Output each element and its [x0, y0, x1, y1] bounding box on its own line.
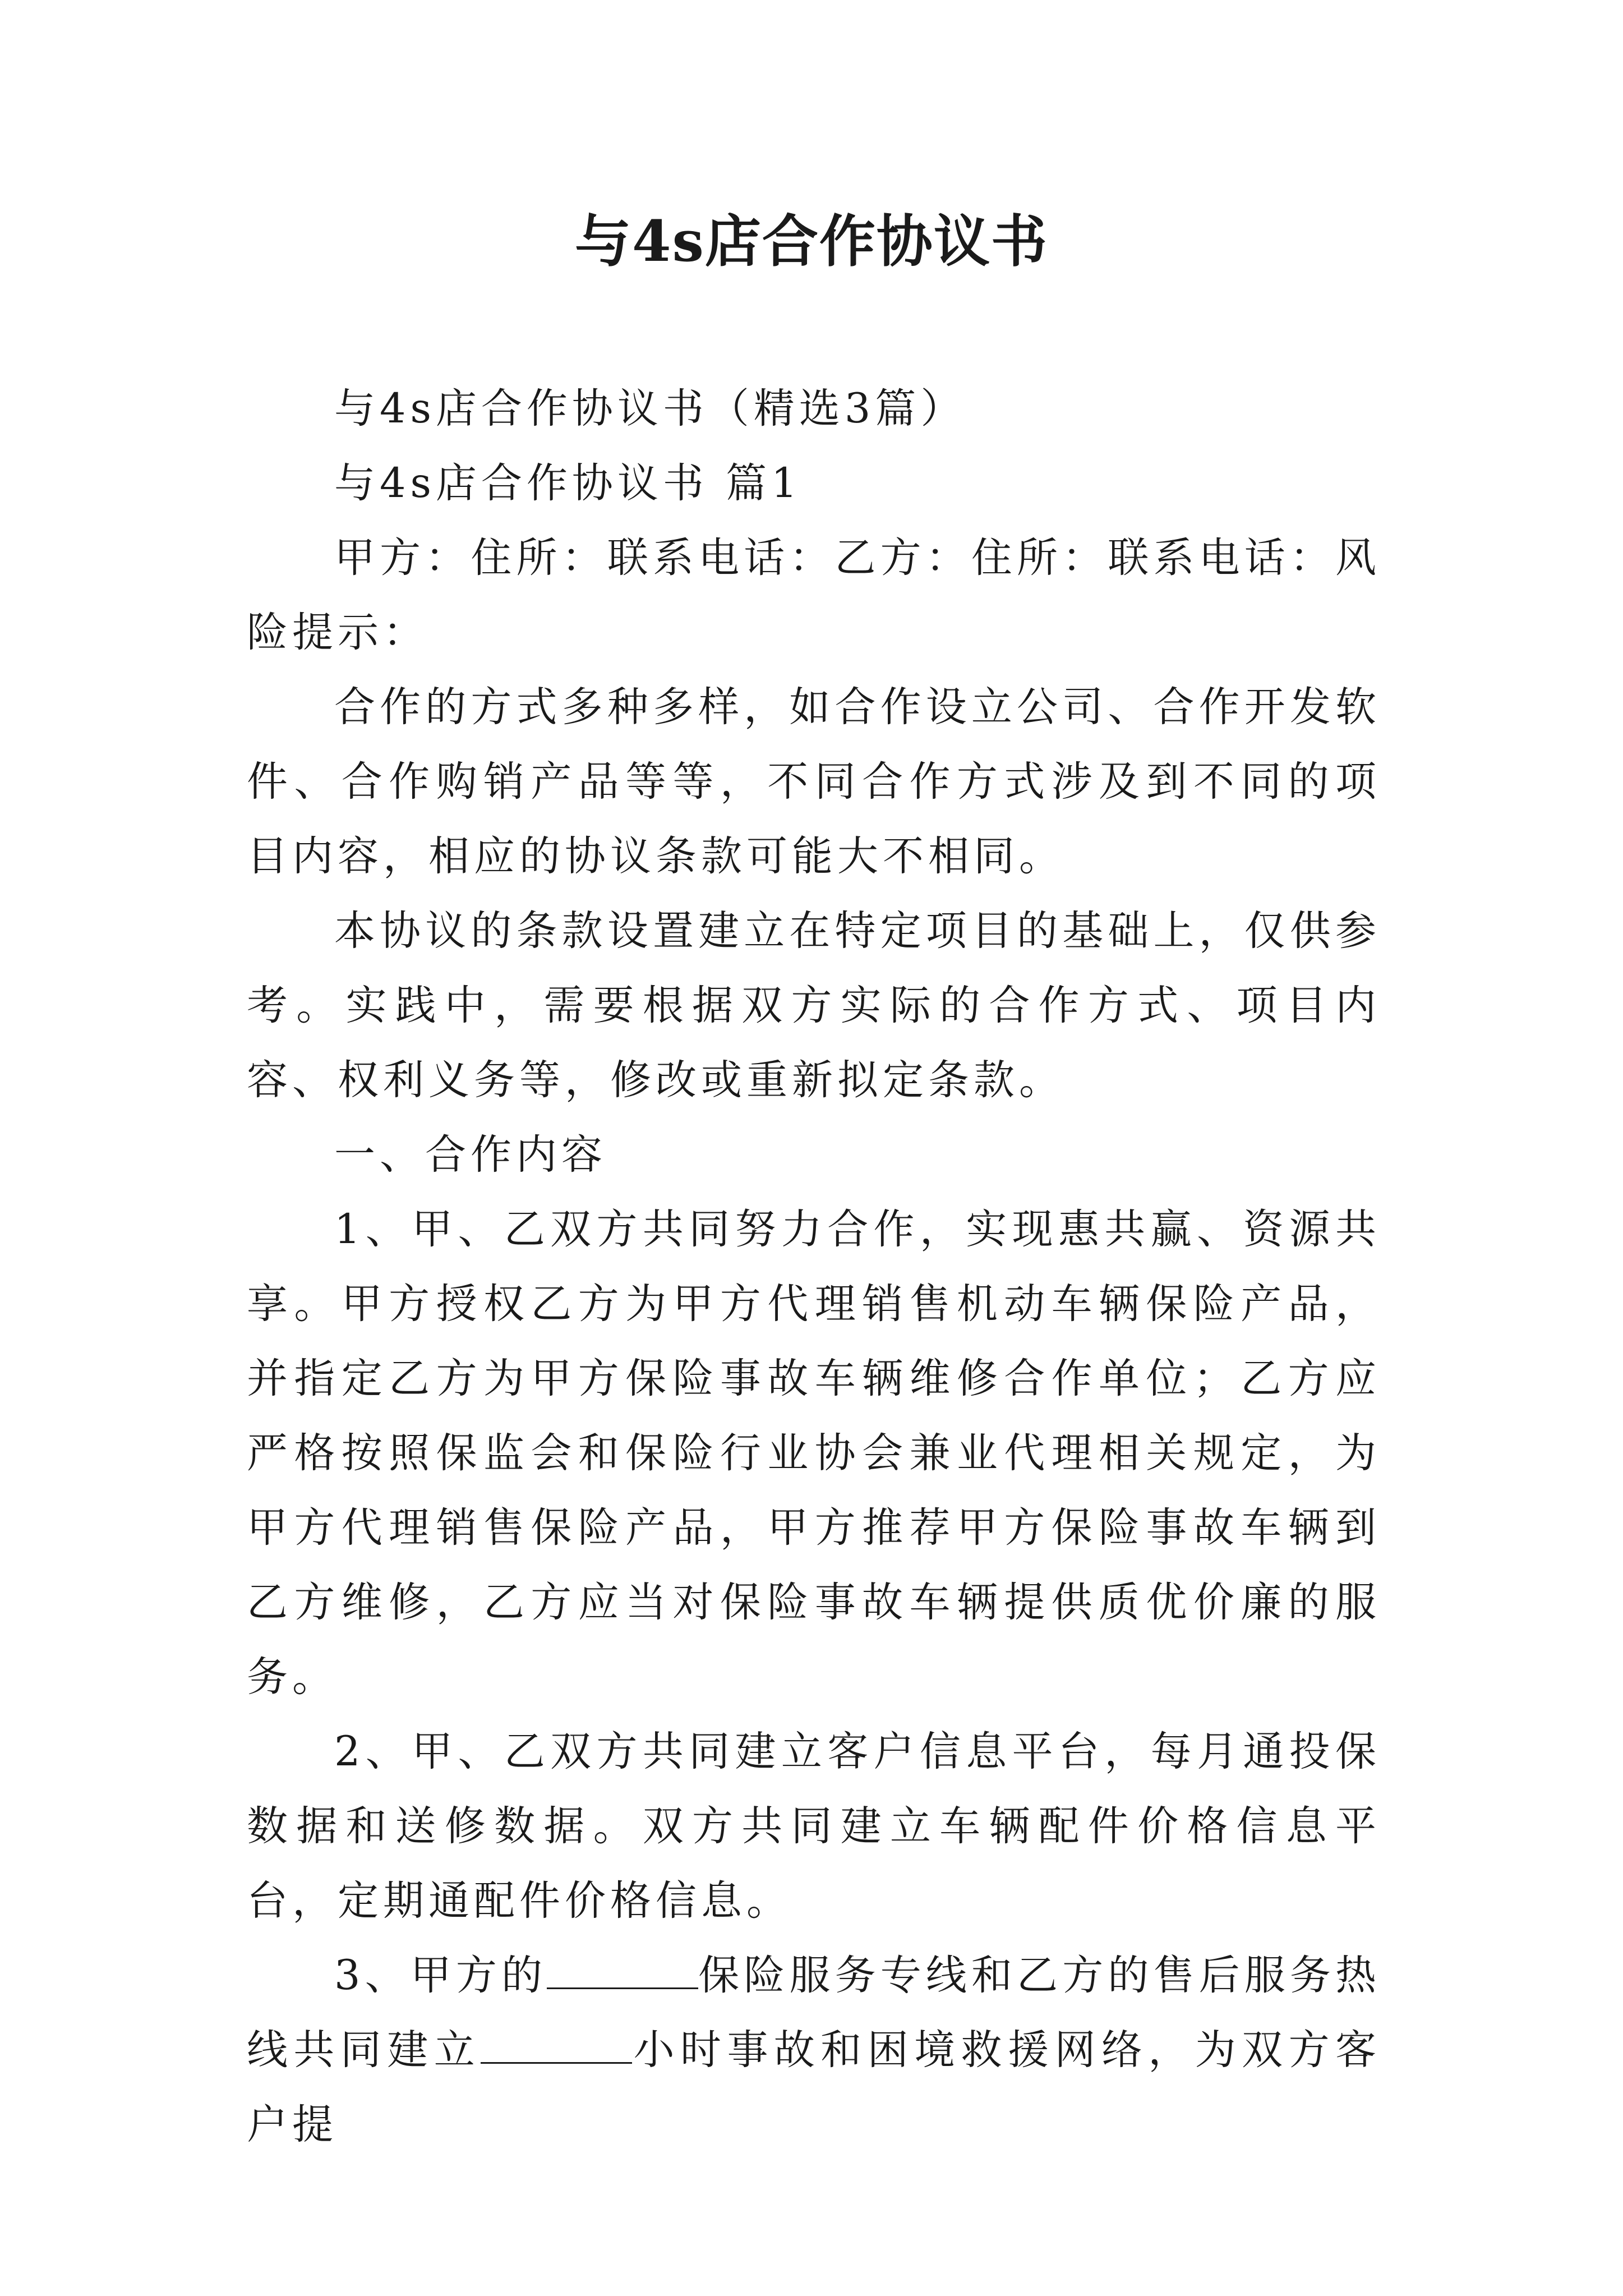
- risk-note-paragraph-2: 本协议的条款设置建立在特定项目的基础上，仅供参考。实践中，需要根据双方实际的合作方式、项目内容、权利义务等，修改或重新拟定条款。: [247, 907, 1381, 1104]
- clause-heading-cooperation: 一、合作内容: [334, 1131, 607, 1179]
- subtitle-paragraph: 与4s店合作协议书（精选3篇）: [334, 385, 966, 432]
- fill-in-blank-hours: [481, 2028, 632, 2064]
- clause-3-text-c: 小时事故和困境救援网络，为双方客户提: [247, 2026, 1381, 2148]
- clause-3-text-a: 3、甲方的: [334, 1952, 547, 1999]
- risk-note-paragraph-1: 合作的方式多种多样，如合作设立公司、合作开发软件、合作购销产品等等，不同合作方式涉及到不同的项目内容，相应的协议条款可能大不相同。: [247, 683, 1381, 880]
- clause-3-paragraph: [247, 1938, 1381, 2162]
- fill-in-blank-hotline: [547, 1954, 698, 1989]
- clause-2-paragraph: 2、甲、乙双方共同建立客户信息平台，每月通投保数据和送修数据。双方共同建立车辆配件价格信息平台，定期通配件价格信息。: [247, 1728, 1381, 1925]
- document-title: 与4s店合作协议书: [575, 208, 1048, 274]
- document-body: [247, 371, 1381, 2162]
- clause-3-text-b: 保险服务专线和乙方的售后服务热线共同建立: [247, 1952, 1381, 2074]
- section-heading-part1: 与4s店合作协议书 篇1: [334, 459, 802, 507]
- clause-1-paragraph: 1、甲、乙双方共同努力合作，实现惠共赢、资源共享。甲方授权乙方为甲方代理销售机动车辆保险产品，并指定乙方为甲方保险事故车辆维修合作单位；乙方应严格按照保监会和保险行业协会兼业代理相关规定，为甲方代理销售保险产品，甲方推荐甲方保险事故车辆到乙方维修，乙方应当对保险事故车辆提供质优价廉的服务。: [247, 1205, 1381, 1701]
- parties-paragraph: 甲方：住所：联系电话：乙方：住所：联系电话：风险提示：: [247, 534, 1381, 656]
